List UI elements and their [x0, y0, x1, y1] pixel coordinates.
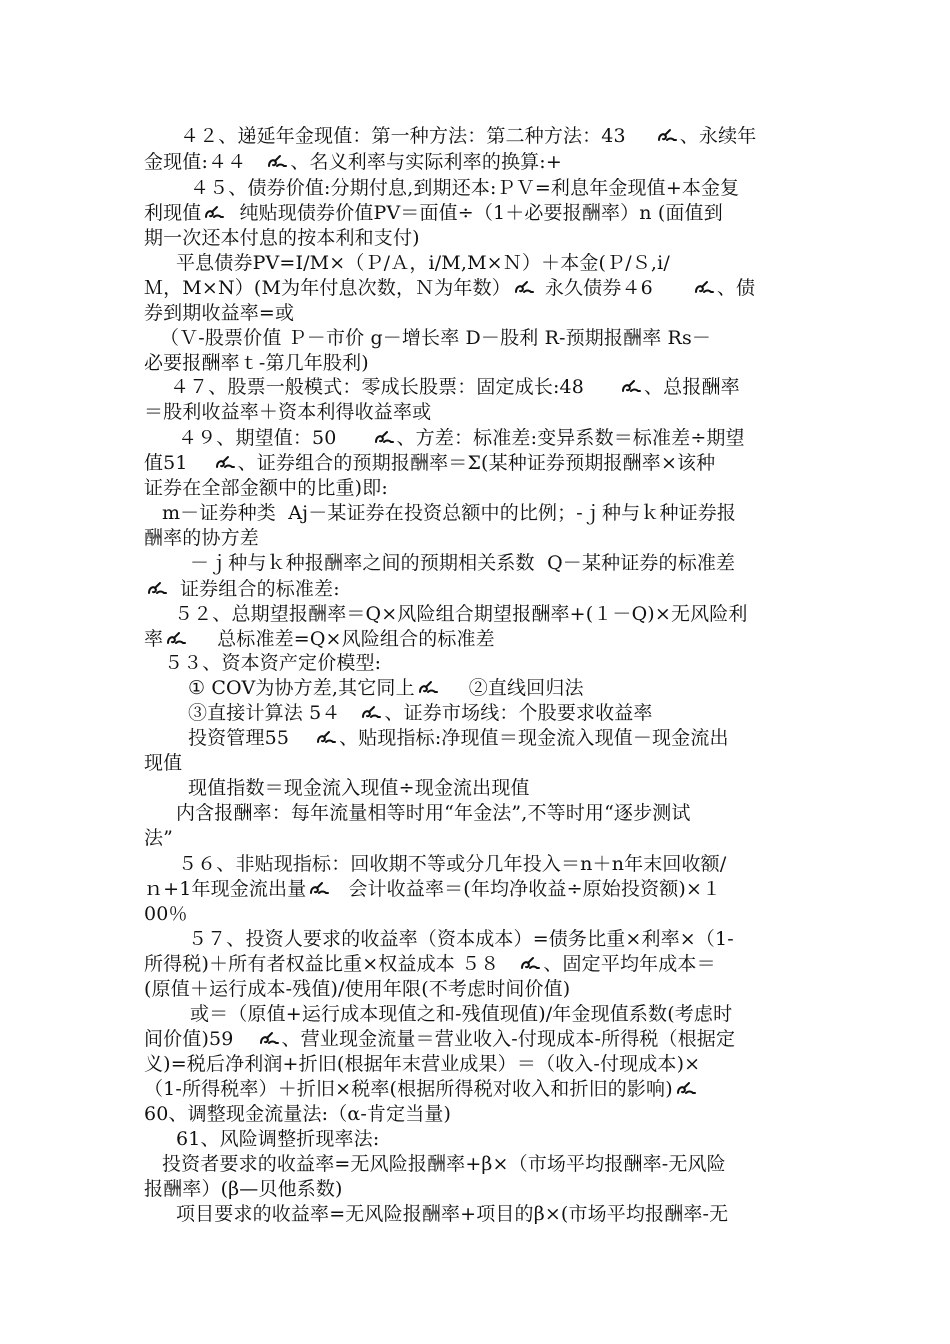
line-51b	[144, 476, 388, 500]
text: ③直接计算法 5４	[188, 702, 341, 724]
line-45	[190, 176, 739, 200]
line-53	[164, 651, 381, 675]
text: 永久债券４6	[544, 277, 653, 299]
text: （Ｖ-股票价值 Ｐ－市价 g－增长率 D－股利 R-预期报酬率 Rs－	[160, 327, 712, 349]
text: 所得税)＋所有者权益比重×权益成本 ５８	[144, 953, 500, 975]
text: 投资者要求的收益率=无风险报酬率+β×（市场平均报酬率-无风险	[162, 1153, 726, 1175]
text: （1-所得税率）＋折旧×税率(根据所得税对收入和折旧的影响)	[144, 1078, 673, 1100]
line-56b	[144, 877, 721, 901]
text: 、债	[716, 277, 756, 299]
line-61	[176, 1127, 379, 1151]
line-56c	[144, 902, 188, 926]
text: 证券在全部金额中的比重)即:	[144, 477, 388, 499]
line-46b	[144, 301, 294, 325]
text: 、固定平均年成本＝	[543, 953, 716, 975]
text: 60、调整现金流量法:（α-肯定当量)	[144, 1103, 452, 1125]
text: (原值＋运行成本-残值)/使用年限(不考虑时间价值)	[144, 978, 571, 1000]
text: ｎ+1年现金流出量	[144, 878, 307, 900]
text: 义)=税后净利润+折旧(根据年末营业成果）＝（收入-付现成本)×	[144, 1053, 701, 1075]
text: 现值	[144, 752, 183, 774]
missing-formula-glyph-icon	[214, 453, 236, 471]
line-vars-b	[144, 526, 259, 550]
text: 利现值	[144, 202, 202, 224]
missing-formula-glyph-icon	[315, 728, 337, 746]
text: 率	[144, 628, 164, 650]
text: 61、风险调整折现率法:	[176, 1128, 380, 1150]
line-61c	[176, 1202, 728, 1226]
text: 券到期收益率=或	[144, 302, 295, 324]
missing-formula-glyph-icon	[693, 278, 715, 296]
text: Ｍ，M×N）(M为年付息次数，Ｎ为年数）	[144, 277, 511, 299]
line-57b	[144, 952, 716, 976]
text: ４９、期望值：50	[178, 427, 337, 449]
text: 平息债券PV=I/M×（Ｐ/Ａ，i/M,M×Ｎ）＋本金(Ｐ/Ｓ,i/	[176, 252, 670, 274]
line-55	[188, 726, 729, 750]
line-56	[178, 852, 726, 876]
line-53a	[188, 676, 584, 700]
text: 或＝（原值+运行成本现值之和-残值现值)/年金现值系数(考虑时	[190, 1003, 733, 1025]
line-60	[144, 1102, 451, 1126]
text: ４５、债券价值:分期付息,到期还本:ＰＶ=利息年金现值+本金复	[190, 177, 740, 199]
line-43-44	[144, 150, 562, 174]
line-47b	[144, 400, 431, 424]
text: ５７、投资人要求的收益率（资本成本）=债务比重×利率×（1-	[188, 928, 734, 950]
line-59	[144, 1027, 735, 1051]
text: ②直线回归法	[468, 677, 584, 699]
text: 间价值)59	[144, 1028, 234, 1050]
line-58	[144, 977, 570, 1001]
missing-formula-glyph-icon	[203, 203, 225, 221]
line-49	[178, 426, 745, 450]
text: 法”	[144, 827, 174, 849]
text: ４２、递延年金现值：第一种方法：第二种方法：43	[180, 125, 626, 147]
text: 、贴现指标:净现值＝现金流入现值－现金流出	[339, 727, 729, 749]
text: 、总报酬率	[644, 376, 740, 398]
line-flat-bond	[176, 251, 670, 275]
text: 值51	[144, 452, 188, 474]
missing-formula-glyph-icon	[258, 1029, 280, 1047]
text: 项目要求的收益率=无风险报酬率+项目的β×(市场平均报酬率-无	[176, 1203, 729, 1225]
missing-formula-glyph-icon	[417, 678, 439, 696]
line-stock-vars-b	[144, 351, 369, 375]
text: ５３、资本资产定价模型:	[164, 652, 382, 674]
text: 内含报酬率：每年流量相等时用“年金法”,不等时用“逐步测试	[176, 802, 691, 824]
line-flat-bond-b	[144, 276, 755, 300]
text: ＝股利收益率＋资本利得收益率或	[144, 401, 432, 423]
text: 、证券组合的预期报酬率＝Σ(某种证券预期报酬率×该种	[237, 452, 716, 474]
missing-formula-glyph-icon	[165, 629, 187, 647]
line-61b	[144, 1177, 343, 1201]
line-45b	[144, 201, 723, 225]
text: ① COV为协方差,其它同上	[188, 677, 415, 699]
text: 、方差：标准差:变异系数＝标准差÷期望	[396, 427, 745, 449]
line-57	[188, 927, 734, 951]
line-59c	[144, 1077, 699, 1101]
text: ５６、非贴现指标：回收期不等或分几年投入＝n＋n年末回收额/	[178, 853, 727, 875]
missing-formula-glyph-icon	[360, 703, 382, 721]
text: m－证券种类 Aj－某证券在投资总额中的比例；-ｊ种与ｋ种证券报	[162, 502, 737, 524]
line-irr	[176, 801, 691, 825]
missing-formula-glyph-icon	[266, 152, 288, 170]
text: ５２、总期望报酬率＝Q×风险组合期望报酬率+(１－Q)×无风险利	[174, 603, 748, 625]
line-pi	[188, 776, 530, 800]
missing-formula-glyph-icon	[146, 579, 168, 597]
missing-formula-glyph-icon	[675, 1079, 697, 1097]
text: 00％	[144, 903, 188, 925]
text: 、永续年	[679, 125, 757, 147]
line-stock-vars	[160, 326, 711, 350]
text: 期一次还本付息的按本利和支付)	[144, 227, 420, 249]
missing-formula-glyph-icon	[656, 126, 678, 144]
line-52	[174, 602, 748, 626]
text: 报酬率）(β—贝他系数)	[144, 1178, 343, 1200]
missing-formula-glyph-icon	[513, 278, 535, 296]
text: 金现值:４４	[144, 151, 247, 173]
text: 酬率的协方差	[144, 527, 259, 549]
text: 必要报酬率ｔ-第几年股利)	[144, 352, 369, 374]
text: 投资管理55	[188, 727, 290, 749]
missing-formula-glyph-icon	[620, 377, 642, 395]
text: 、营业现金流量＝营业收入-付现成本-所得税（根据定	[281, 1028, 736, 1050]
line-58b	[190, 1002, 732, 1026]
line-59b	[144, 1052, 700, 1076]
text: ４７、股票一般模式：零成长股票：固定成长:48	[170, 376, 585, 398]
text: 、证券市场线：个股要求收益率	[384, 702, 653, 724]
text: －ｊ种与ｋ种报酬率之间的预期相关系数 Q－某种证券的标准差	[190, 552, 736, 574]
missing-formula-glyph-icon	[308, 879, 330, 897]
line-portfolio-std	[144, 577, 340, 601]
text: 证券组合的标准差:	[180, 578, 340, 600]
line-47	[170, 375, 740, 399]
line-vars	[162, 501, 736, 525]
line-corr	[190, 551, 735, 575]
missing-formula-glyph-icon	[519, 954, 541, 972]
text: 总标准差=Q×风险组合的标准差	[217, 628, 495, 650]
line-55b	[144, 751, 182, 775]
line-61a	[162, 1152, 726, 1176]
line-52b	[144, 627, 495, 651]
missing-formula-glyph-icon	[373, 428, 395, 446]
text: 现值指数＝现金流入现值÷现金流出现值	[188, 777, 530, 799]
line-51	[144, 451, 715, 475]
text: 纯贴现债券价值PV＝面值÷（1＋必要报酬率）n (面值到	[239, 202, 723, 224]
line-42	[180, 124, 756, 148]
line-irr-b	[144, 826, 173, 850]
line-54	[188, 701, 653, 725]
line-45c	[144, 226, 420, 250]
text: 会计收益率＝(年均净收益÷原始投资额)×１	[348, 878, 722, 900]
text: 、名义利率与实际利率的换算:+	[290, 151, 562, 173]
